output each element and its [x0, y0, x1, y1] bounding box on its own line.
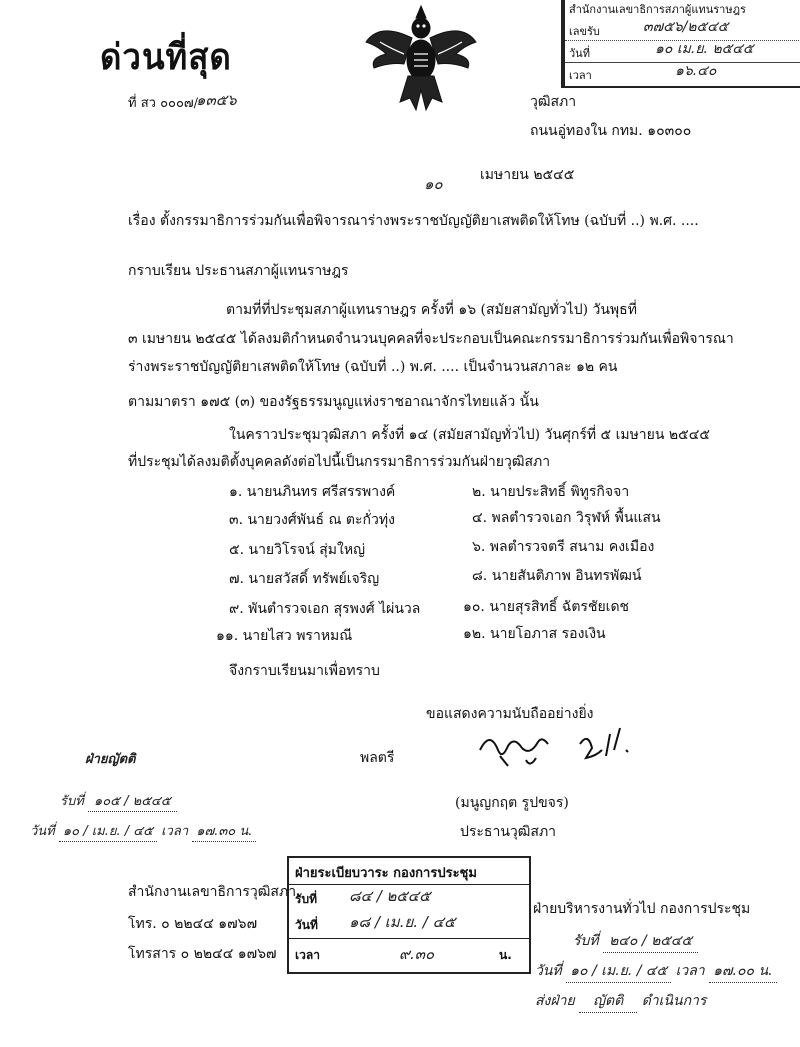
- garuda-emblem-icon: [360, 2, 482, 114]
- admin-receipt-date: [535, 960, 777, 983]
- admin-receipt-title: ฝ่ายบริหารงานทั่วไป กองการประชุม: [533, 901, 751, 917]
- member-item: ๕. นายวิโรจน์ สุ่มใหญ่: [229, 542, 366, 558]
- date-month-year: เมษายน ๒๕๔๕: [480, 167, 575, 183]
- stamp-time-label: เวลา: [569, 69, 592, 82]
- office-tel: โทร. ๐ ๒๒๔๔ ๑๗๖๗: [128, 916, 258, 932]
- salutation: กราบเรียน ประธานสภาผู้แทนราษฎร: [128, 263, 349, 279]
- member-item: ๖. พลตำรวจตรี สนาม คงเมือง: [472, 539, 655, 555]
- member-item: ๔. พลตำรวจเอก วิรุฬห์ พื้นแสน: [472, 510, 661, 526]
- body-paragraph-1-line-1: ตามที่ที่ประชุมสภาผู้แทนราษฎร ครั้งที่ ๑๖ (สมัยสามัญทั่วไป) วันพุธที่: [226, 302, 637, 318]
- admin-date-value: ๑๐ / เม.ย. / ๔๕: [566, 960, 671, 983]
- admin-action: ดำเนินการ: [641, 993, 707, 1009]
- meeting-stamp-time-unit: น.: [499, 948, 512, 962]
- left-receipt-date: [30, 820, 256, 842]
- signer-rank: พลตรี: [360, 750, 395, 766]
- meeting-stamp: [287, 856, 531, 974]
- document-number-label: ที่ สว ๐๐๐๗/: [128, 96, 199, 111]
- signature-icon: [470, 720, 645, 775]
- urgency-heading: ด่วนที่สุด: [100, 35, 232, 78]
- body-paragraph-2-line-2: ที่ประชุมได้ลงมติตั้งบุคคลดังต่อไปนี้เป็นกรรมาธิการร่วมกันฝ่ายวุฒิสภา: [128, 454, 551, 470]
- member-item: ๙. พันตำรวจเอก สุรพงศ์ ไผ่นวล: [229, 601, 421, 617]
- document-number-handwritten: ๑๓๕๖: [196, 91, 237, 109]
- sender-address: ถนนอู่ทองใน กทม. ๑๐๓๐๐: [530, 123, 692, 139]
- left-receipt-date-label: วันที่: [30, 824, 55, 839]
- member-item: ๒. นายประสิทธิ์ พิทูรกิจจา: [472, 484, 630, 500]
- meeting-stamp-time-value: ๙.๓๐: [399, 945, 435, 963]
- stamp-date-value: ๑๐ เม.ย. ๒๕๔๕: [655, 41, 754, 57]
- member-item: ๗. นายสวัสดิ์ ทรัพย์เจริญ: [229, 571, 380, 587]
- left-receipt-number: [60, 790, 177, 812]
- office-name: สำนักงานเลขาธิการวุฒิสภา: [128, 884, 297, 900]
- stamp-title: สำนักงานเลขาธิการสภาผู้แทนราษฎร: [569, 3, 746, 16]
- left-receipt-time-value: ๑๗.๓๐ น.: [192, 820, 256, 842]
- meeting-stamp-date-value: ๑๘ / เม.ย. / ๔๕: [349, 913, 456, 931]
- meeting-stamp-date-label: วันที่: [295, 918, 318, 932]
- left-receipt-time-label: เวลา: [161, 824, 189, 839]
- receipt-stamp-top: [561, 0, 800, 88]
- left-receipt-rec-label: รับที่: [60, 794, 84, 809]
- member-item: ๓. นายวงศ์พันธ์ ณ ตะกั่วทุ่ง: [229, 512, 395, 528]
- admin-send-label: ส่งฝ่าย: [535, 993, 575, 1009]
- office-fax: โทรสาร ๐ ๒๒๔๔ ๑๗๖๗: [128, 946, 277, 962]
- signer-title: ประธานวุฒิสภา: [460, 824, 557, 840]
- admin-receipt-number: [573, 930, 698, 953]
- closing-line: จึงกราบเรียนมาเพื่อทราบ: [229, 663, 380, 679]
- admin-rec-label: รับที่: [573, 933, 599, 949]
- admin-rec-value: ๒๔๐ / ๒๕๔๕: [603, 930, 698, 953]
- date-day: ๑๐: [424, 175, 443, 193]
- meeting-stamp-time-label: เวลา: [295, 948, 320, 962]
- body-paragraph-2-line-1: ในคราวประชุมวุฒิสภา ครั้งที่ ๑๔ (สมัยสามัญทั่วไป) วันศุกร์ที่ ๕ เมษายน ๒๕๔๕: [229, 427, 710, 443]
- sender-org: วุฒิสภา: [530, 94, 577, 110]
- member-item: ๑๒. นายโอภาส รองเงิน: [463, 626, 606, 642]
- body-paragraph-1-line-4: ตามมาตรา ๑๗๕ (๓) ของรัฐธรรมนูญแห่งราชอาณาจักรไทยแล้ว นั้น: [128, 394, 539, 410]
- member-item: ๑๐. นายสุรสิทธิ์ ฉัตรชัยเดช: [463, 599, 630, 615]
- member-item: ๑. นายนภินทร ศรีสรรพางค์: [229, 484, 396, 500]
- body-paragraph-1-line-3: ร่างพระราชบัญญัติยาเสพติดให้โทษ (ฉบับที่ ..) พ.ศ. .... เป็นจำนวนสภาละ ๑๒ คน: [128, 359, 618, 375]
- admin-send-value: ญัตติ: [579, 990, 637, 1013]
- respect-line: ขอแสดงความนับถืออย่างยิ่ง: [426, 706, 594, 722]
- stamp-date-label: วันที่: [569, 47, 590, 60]
- subject-line: เรื่อง ตั้งกรรมาธิการร่วมกันเพื่อพิจารณาร่างพระราชบัญญัติยาเสพติดให้โทษ (ฉบับที่ ..) พ.ศ. ....: [128, 213, 699, 229]
- meeting-stamp-rec-label: รับที่: [295, 892, 317, 906]
- stamp-receive-label: เลขรับ: [569, 25, 600, 38]
- stamp-time-value: ๑๖.๔๐: [675, 63, 717, 79]
- stamp-receive-value: ๓๗๕๖/๒๕๔๕: [643, 19, 729, 35]
- left-receipt-date-value: ๑๐ / เม.ย. / ๔๕: [59, 820, 157, 842]
- admin-date-label: วันที่: [535, 963, 562, 979]
- admin-send-line: [535, 990, 706, 1013]
- left-receipt-title: ฝ่ายญัตติ: [85, 752, 136, 767]
- member-item: ๑๑. นายไสว พราหมณี: [216, 628, 353, 644]
- signer-name: (มนูญกฤต รูปขจร): [455, 795, 569, 811]
- left-receipt-rec-value: ๑๐๕ / ๒๕๔๕: [88, 790, 177, 812]
- admin-time-label: เวลา: [675, 963, 705, 979]
- member-item: ๘. นายสันติภาพ อินทรพัฒน์: [472, 568, 642, 584]
- meeting-stamp-title: ฝ่ายระเบียบวาระ กองการประชุม: [295, 866, 477, 881]
- body-paragraph-1-line-2: ๓ เมษายน ๒๕๔๕ ได้ลงมติกำหนดจำนวนบุคคลที่จะประกอบเป็นคณะกรรมาธิการร่วมกันเพื่อพิจารณา: [128, 331, 734, 347]
- meeting-stamp-rec-value: ๘๔ / ๒๕๔๕: [349, 887, 431, 905]
- admin-time-value: ๑๗.๐๐ น.: [709, 960, 776, 983]
